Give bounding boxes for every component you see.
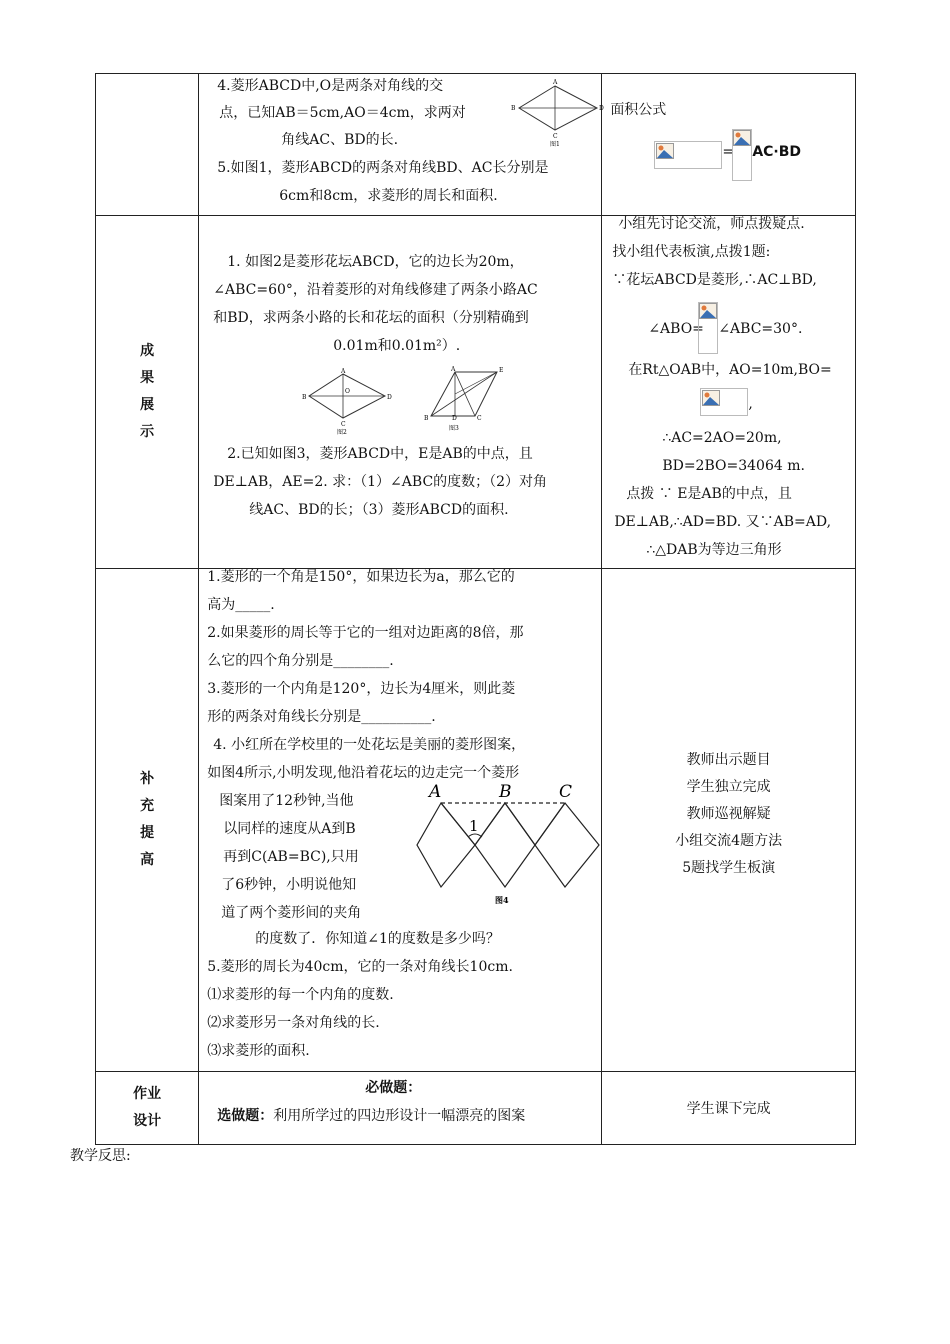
fig2-caption: 图2 — [337, 429, 348, 436]
optional-text: 利用所学过的四边形设计一幅漂亮的图案 — [273, 1108, 526, 1124]
broken-image-icon — [656, 143, 674, 159]
ext-note: 学生独立完成 — [686, 779, 771, 795]
note-line: ∵花坛ABCD是菱形,∴AC⊥BD, — [612, 272, 817, 288]
optional-label: 选做题： — [217, 1108, 274, 1124]
ext-q2-line2: 么它的四个角分别是________. — [207, 653, 394, 669]
equals-sign: = — [722, 144, 735, 160]
q4-line1: 4.菱形ABCD中,O是两条对角线的交 — [217, 78, 444, 94]
fig4-label-c: C — [559, 782, 573, 802]
ext-note: 小组交流4题方法 — [675, 833, 783, 849]
fig3-label-c: C — [477, 415, 482, 422]
extension-label-char: 高 — [140, 852, 155, 868]
ext-q4-line6: 了6秒钟，小明说他知 — [221, 877, 357, 893]
fig3-label-a: A — [451, 366, 456, 373]
row1-notes — [602, 74, 856, 216]
formula-image-placeholder — [654, 141, 722, 169]
ext-q4-line8: 的度数了．你知道∠1的度数是多少吗？ — [255, 931, 500, 947]
ext-q1-line1: 1.菱形的一个角是150°，如果边长为a，那么它的 — [207, 569, 515, 585]
extension-label — [96, 569, 199, 1072]
q5-line1: 5.如图1，菱形ABCD的两条对角线BD、AC长分别是 — [217, 160, 549, 176]
extension-label-char: 提 — [140, 825, 155, 841]
note-text: , — [748, 396, 753, 412]
row3-content — [199, 569, 602, 1072]
note-bo-value — [700, 388, 780, 418]
fig1-caption: 图1 — [550, 141, 561, 148]
area-formula — [654, 129, 854, 179]
ext-q2-line1: 2.如果菱形的周长等于它的一组对边距离的8倍，那 — [207, 625, 524, 641]
note-line: ∴△DAB为等边三角形 — [646, 542, 782, 558]
results-label — [96, 216, 199, 569]
extension-label-char: 充 — [140, 798, 155, 814]
fig2-label-d: D — [387, 394, 393, 401]
q2-line2: DE⊥AB，AE=2. 求：（1）∠ABC的度数；（2）对角 — [213, 474, 548, 490]
row2-content — [199, 216, 602, 569]
note-line: BD=2BO=34064 m. — [662, 458, 805, 474]
results-label-char: 果 — [140, 370, 155, 386]
fig2-label-b: B — [302, 394, 307, 401]
q2-line3: 线AC、BD的长；（3）菱形ABCD的面积. — [249, 502, 509, 518]
note-text: ∠ABC=30°. — [718, 321, 803, 337]
q1-line4: 0.01m和0.01m²）. — [333, 338, 461, 354]
results-label-char: 展 — [140, 397, 155, 413]
row2-notes — [602, 216, 856, 569]
fig3-label-b: B — [424, 415, 429, 422]
figure-4 — [413, 781, 605, 915]
fig1-label-b: B — [511, 105, 516, 112]
ext-notes-block — [602, 747, 855, 882]
q4-line2: 点，已知AB＝5cm,AO＝4cm，求两对 — [219, 105, 466, 121]
lesson-table — [95, 73, 856, 1145]
ext-q1-line2: 高为_____. — [207, 597, 275, 613]
fig2-label-c: C — [341, 421, 346, 428]
fig4-caption: 图4 — [495, 895, 509, 905]
ext-q4-line5: 再到C(AB=BC),只用 — [223, 849, 359, 865]
ext-note: 教师出示题目 — [686, 752, 771, 768]
note-line: ∴AC=2AO=20m, — [662, 430, 782, 446]
figure-1 — [507, 76, 603, 148]
ext-q5-line3: ⑵求菱形另一条对角线的长. — [207, 1015, 380, 1031]
row1-label — [96, 74, 199, 216]
row-homework — [96, 1072, 856, 1145]
ext-q4-line3: 图案用了12秒钟,当他 — [219, 793, 354, 809]
homework-label-line: 作业 — [133, 1086, 162, 1102]
fig4-label-b: B — [499, 782, 512, 802]
ext-q5-line2: ⑴求菱形的每一个内角的度数. — [207, 987, 394, 1003]
row4-content — [199, 1072, 602, 1145]
broken-image-icon — [699, 303, 717, 319]
note-text: ∠ABO= — [648, 321, 704, 337]
q5-line2: 6cm和8cm，求菱形的周长和面积. — [279, 188, 498, 204]
note-line: 小组先讨论交流，师点拨疑点. — [618, 216, 805, 232]
row1-content — [199, 74, 605, 216]
fig3-label-e: E — [499, 367, 504, 374]
ext-q4-line7: 道了两个菱形间的夹角 — [221, 905, 362, 921]
note-line: 找小组代表板演,点拨1题: — [612, 244, 771, 260]
fig3-caption: 图3 — [449, 425, 460, 432]
figure-3 — [421, 364, 511, 436]
fig3-label-d: D — [452, 415, 458, 422]
optional-homework — [217, 1106, 525, 1126]
note-line: 点拨 ∵ E是AB的中点，且 — [626, 486, 792, 502]
broken-image-icon — [733, 130, 751, 146]
homework-label-line: 设计 — [133, 1113, 162, 1129]
teaching-reflection: 教学反思: — [70, 1148, 131, 1164]
homework-notes: 学生课下完成 — [602, 1072, 856, 1145]
results-label-char: 成 — [140, 343, 155, 359]
row3-notes — [602, 569, 856, 1072]
q2-line1: 2.已知如图3，菱形ABCD中，E是AB的中点，且 — [227, 446, 533, 462]
ext-q4-line1: 4. 小红所在学校里的一处花坛是美丽的菱形图案， — [213, 737, 526, 753]
required-homework: 必做题： — [365, 1080, 422, 1096]
ext-q4-line4: 以同样的速度从A到B — [223, 821, 356, 837]
q1-line1: 1. 如图2是菱形花坛ABCD，它的边长为20m， — [227, 254, 524, 270]
extension-label-char: 补 — [140, 771, 155, 787]
results-label-char: 示 — [140, 424, 155, 440]
q1-line2: ∠ABC=60°，沿着菱形的对角线修建了两条小路AC — [213, 282, 538, 298]
fig2-label-o: O — [345, 388, 351, 395]
formula-image-placeholder — [700, 388, 748, 416]
broken-image-icon — [702, 390, 720, 406]
ext-q4-line2: 如图4所示,小明发现,他沿着花坛的边走完一个菱形 — [207, 765, 520, 781]
fig1-label-d: D — [599, 105, 605, 112]
note-line: DE⊥AB,∴AD=BD. 又∵AB=AD, — [614, 514, 832, 530]
row-exercises — [96, 74, 856, 216]
ext-q3-line2: 形的两条对角线长分别是__________. — [207, 709, 436, 725]
q4-line3: 角线AC、BD的长. — [281, 132, 399, 148]
ext-q5-line1: 5.菱形的周长为40cm，它的一条对角线长10cm. — [207, 959, 513, 975]
formula-text: AC·BD — [752, 144, 802, 160]
note-angle-line — [648, 302, 848, 354]
fig1-label-c: C — [553, 133, 558, 140]
area-formula-title: 面积公式 — [610, 102, 667, 118]
note-line: 在Rt△OAB中，AO=10m,BO= — [628, 362, 832, 378]
fraction-image-placeholder — [698, 302, 718, 354]
ext-note: 5题找学生板演 — [682, 860, 776, 876]
ext-note: 教师巡视解疑 — [686, 806, 771, 822]
ext-q5-line4: ⑶求菱形的面积. — [207, 1043, 310, 1059]
row-results — [96, 216, 856, 569]
fig1-label-a: A — [553, 79, 558, 86]
fig4-label-a: A — [429, 782, 442, 802]
fraction-image-placeholder — [732, 129, 752, 181]
q1-line3: 和BD，求两条小路的长和花坛的面积（分别精确到 — [213, 310, 529, 326]
fig2-label-a: A — [341, 368, 346, 375]
row-extension — [96, 569, 856, 1072]
fig4-angle-label: 1 — [469, 817, 479, 835]
figure-2 — [299, 366, 399, 436]
homework-label — [96, 1072, 199, 1145]
ext-q3-line1: 3.菱形的一个内角是120°，边长为4厘米，则此菱 — [207, 681, 516, 697]
